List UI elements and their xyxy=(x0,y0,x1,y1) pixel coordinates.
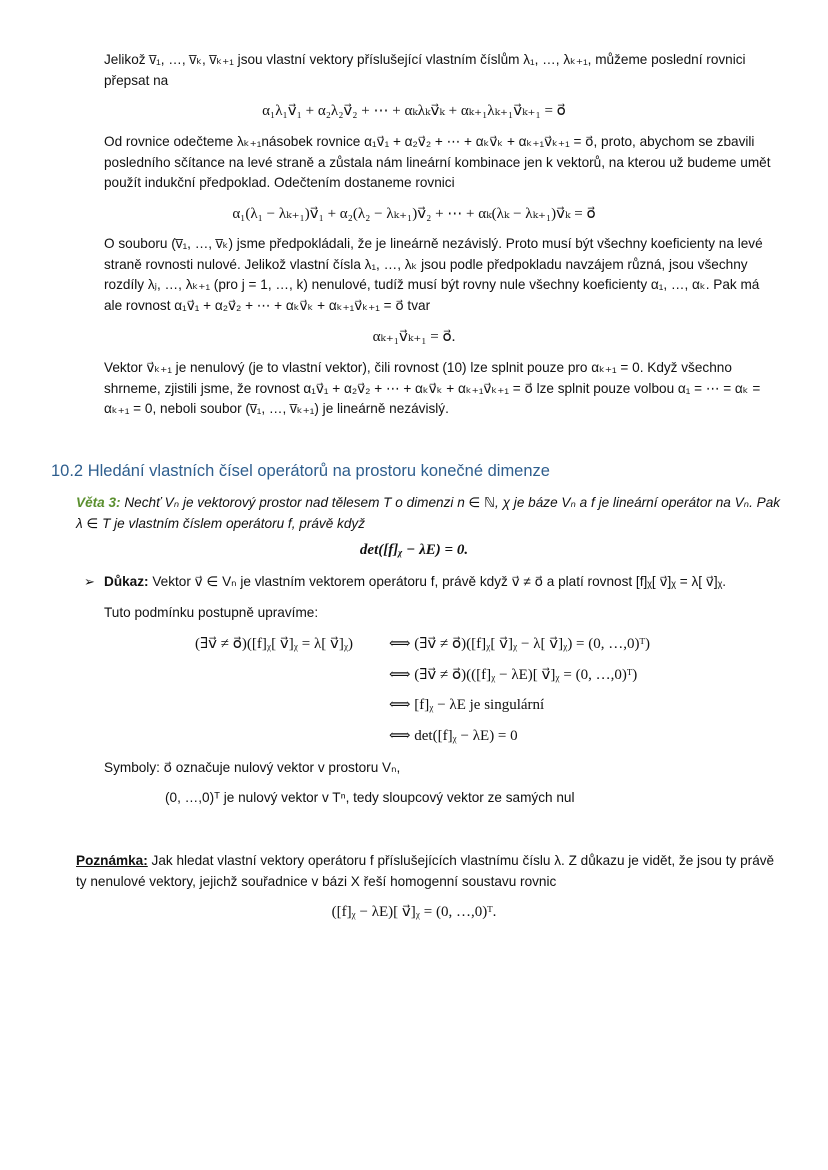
equation-1: α₁λ₁v⃗₁ + α₂λ₂v⃗₂ + ⋯ + αₖλₖv⃗ₖ + αₖ₊₁λₖ₊₁v⃗ₖ₊₁ = o⃗ xyxy=(262,103,566,119)
bullet-arrow-icon: ➢ xyxy=(84,574,95,589)
section-heading: 10.2 Hledání vlastních čísel operátorů na prostoru konečné dimenze xyxy=(51,462,550,480)
symbols-line-2: (0, …,0)ᵀ je nulový vektor v Tⁿ, tedy sloupcový vektor ze samých nul xyxy=(165,790,575,805)
note-label: Poznámka: xyxy=(76,853,148,868)
paragraph-independence: O souboru (v̅₁, …, v̅ₖ) jsme předpokládali, že je lineárně nezávislý. Proto musí být všechny koeficienty na levé straně rovnosti nulové. Jelikož vlastní čísla λ₁, …, λₖ jsou podle předpokladu navzájem různá, jsou všechny rozdíly λⱼ, …, λₖ₊₁ (pro j = 1, …, k) nenulové, tudíž musí být rovny nule všechny koeficienty α₁, …, αₖ. Pak má ale rovnost α₁v⃗₁ + α₂v⃗₂ + ⋯ + αₖv⃗ₖ + αₖ₊₁v⃗ₖ₊₁ = o⃗ tvar xyxy=(104,236,763,313)
derivation-line-4: ⟺ det([f]ᵪ − λE) = 0 xyxy=(389,728,518,744)
equation-2: α₁(λ₁ − λₖ₊₁)v⃗₁ + α₂(λ₂ − λₖ₊₁)v⃗₂ + ⋯ + αₖ(λₖ − λₖ₊₁)v⃗ₖ = o⃗ xyxy=(232,206,596,222)
derivation-line-3: ⟺ [f]ᵪ − λE je singulární xyxy=(389,697,545,713)
equation-3: αₖ₊₁v⃗ₖ₊₁ = o⃗. xyxy=(372,329,456,345)
proof-label: Důkaz: xyxy=(104,574,149,589)
proof-block xyxy=(84,572,799,592)
derivation-line-2: ⟺ (∃v⃗ ≠ o⃗)(([f]ᵪ − λE)[ v⃗]ᵪ = (0, …,0)ᵀ) xyxy=(389,667,638,683)
note-block xyxy=(76,851,786,892)
theorem-text: Nechť Vₙ je vektorový prostor nad tělesem T o dimenzi n ∈ ℕ, χ je báze Vₙ a f je lineární operátor na Vₙ. Pak λ ∈ T je vlastním číslem operátoru f, právě když xyxy=(76,495,781,531)
theorem-label: Věta 3: xyxy=(76,495,121,510)
paragraph-conclusion: Vektor v⃗ₖ₊₁ je nenulový (je to vlastní vektor), čili rovnost (10) lze splnit pouze pro αₖ₊₁ = 0. Když všechno shrneme, zjistili jsme, že rovnost α₁v⃗₁ + α₂v⃗₂ + ⋯ + αₖv⃗ₖ + αₖ₊₁v⃗ₖ₊₁ = o⃗ lze splnit pouze volbou α₁ = ⋯ = αₖ = αₖ₊₁ = 0, neboli soubor (v̅₁, …, v̅ₖ₊₁) je lineárně nezávislý. xyxy=(104,360,761,416)
symbols-line-1: Symboly: o⃗ označuje nulový vektor v prostoru Vₙ, xyxy=(104,760,401,775)
theorem-block xyxy=(76,492,786,534)
derivation-line-1-left: (∃v⃗ ≠ o⃗)([f]ᵪ[ v⃗]ᵪ = λ[ v⃗]ᵪ) xyxy=(195,636,354,652)
paragraph-eigenvectors-intro: Jelikož v̅₁, …, v̅ₖ, v̅ₖ₊₁ jsou vlastní vektory příslušející vlastním číslům λ₁, …, λₖ₊₁, můžeme poslední rovnici přepsat na xyxy=(104,52,746,88)
proof-intro: Tuto podmínku postupně upravíme: xyxy=(104,605,319,620)
theorem-formula: det([f]ᵪ − λE) = 0. xyxy=(359,542,469,558)
paragraph-subtraction: Od rovnice odečteme λₖ₊₁násobek rovnice α₁v⃗₁ + α₂v⃗₂ + ⋯ + αₖv⃗ₖ + αₖ₊₁v⃗ₖ₊₁ = o⃗, proto, abychom se zbavili posledního sčítance na levé straně a zůstala nám lineární kombinace jen k vektorů, na kterou už budeme umět použít indukční předpoklad. Odečtením dostaneme rovnici xyxy=(104,134,771,190)
derivation-line-1-right: ⟺ (∃v⃗ ≠ o⃗)([f]ᵪ[ v⃗]ᵪ − λ[ v⃗]ᵪ) = (0, …,0)ᵀ) xyxy=(389,636,650,652)
note-text: Jak hledat vlastní vektory operátoru f příslušejících vlastnímu číslu λ. Z důkazu je vidět, že jsou ty právě ty nenulové vektory, jejichž souřadnice v bázi X řeší homogenní soustavu rovnic xyxy=(76,853,775,889)
note-formula: ([f]ᵪ − λE)[ v⃗]ᵪ = (0, …,0)ᵀ. xyxy=(331,904,497,920)
proof-text: Vektor v⃗ ∈ Vₙ je vlastním vektorem operátoru f, právě když v⃗ ≠ o⃗ a platí rovnost [f]ᵪ[ v⃗]ᵪ = λ[ v⃗]ᵪ. xyxy=(148,574,727,589)
